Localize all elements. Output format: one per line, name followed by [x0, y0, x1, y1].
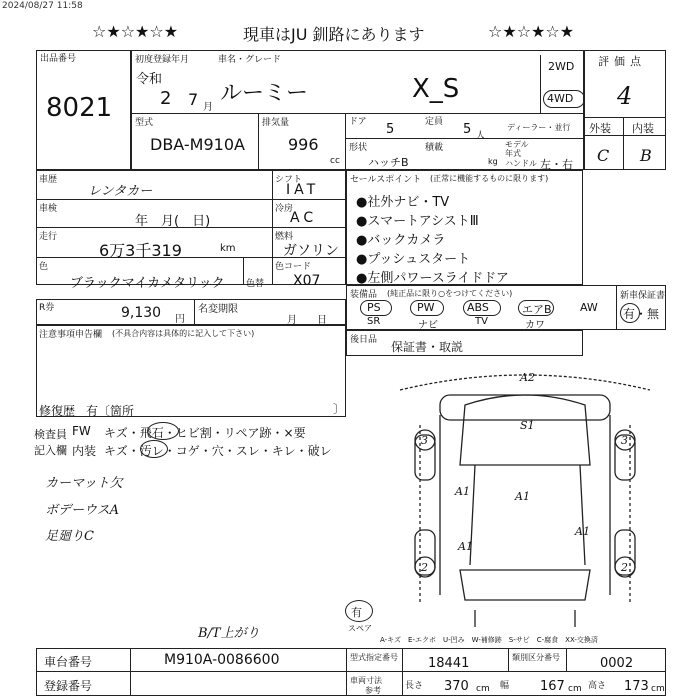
sales-point-4: ●プッシュスタート: [356, 252, 471, 267]
damage-legend: A-キズ E-エクボ U-凹み W-補修跡 S-サビ C-腐食 XX-交換済: [380, 636, 598, 644]
score-ext-label: 外装: [589, 122, 611, 135]
spare-label: スペア: [348, 624, 372, 633]
shape-label: 形状: [349, 143, 368, 153]
mark-2-right: 2: [621, 561, 628, 574]
mark-2-left: 2: [421, 561, 428, 574]
repair-label: 修復歴: [39, 404, 76, 418]
color-label: 色: [39, 262, 49, 272]
inspection-label: 車検: [39, 204, 58, 214]
equip-pw: PW: [417, 301, 435, 314]
chassis-label: 車台番号: [44, 655, 93, 669]
size-height-label: 高さ: [588, 681, 607, 691]
color-value: ブラックマイカメタリック: [70, 276, 225, 291]
chassis-value: M910A-0086600: [164, 652, 280, 668]
history-value: レンタカー: [88, 184, 153, 199]
history-label: 車歴: [39, 175, 58, 185]
mark-a1-4: A1: [458, 540, 473, 553]
type-label: 型式: [135, 118, 154, 128]
mileage-unit: km: [220, 243, 236, 254]
color-code: X07: [293, 273, 321, 289]
reg-no-label: 登録番号: [44, 679, 93, 693]
equip-aw: AW: [580, 301, 598, 314]
class-no-value: 0002: [600, 656, 634, 671]
reg-deadline-label: 名変期限: [198, 304, 238, 315]
sales-point-5: ●左側パワースライドドア: [356, 271, 509, 286]
rear-label: 後日品: [350, 335, 378, 345]
equipment-label: 装備品: [350, 290, 378, 300]
lot-number: 8021: [46, 93, 113, 123]
mark-a1-2: A1: [515, 490, 530, 503]
first-reg-month-unit: 月: [203, 102, 213, 113]
ac-value: AC: [290, 210, 318, 226]
inspection-value: 年 月( 日): [135, 214, 211, 229]
size-width: 167: [540, 679, 565, 694]
color-code-label: 色コード: [275, 262, 312, 272]
size-width-label: 幅: [500, 681, 510, 691]
handwritten-note-4: B/T上がり: [198, 626, 260, 641]
mark-s1: S1: [520, 419, 535, 432]
first-reg-month: 7: [188, 90, 199, 109]
capacity-unit: 人: [476, 131, 486, 141]
car-damage-diagram: [380, 365, 670, 635]
shift-label: シフト: [275, 175, 303, 185]
equip-airbag: エアB: [522, 303, 552, 316]
header-stars-left: ☆★☆★☆★: [92, 22, 179, 41]
spare-mark: 有: [351, 606, 362, 619]
capacity-label: 定員: [425, 117, 444, 127]
score-value: 4: [617, 82, 633, 110]
handwritten-note-1: カーマット欠: [45, 476, 123, 491]
ac-label: 冷房: [275, 204, 294, 214]
equip-tv: TV: [475, 316, 488, 327]
size-unit-3: cm: [651, 684, 665, 694]
size-ref: 参考: [365, 686, 381, 695]
equip-abs: ABS: [467, 301, 489, 314]
inspector-label-1: 検査員: [34, 428, 67, 441]
size-unit-1: cm: [476, 684, 490, 694]
score-int-label: 内装: [632, 122, 654, 135]
equip-navi: ナビ: [418, 320, 438, 331]
mileage-label: 走行: [39, 232, 58, 242]
drive-2wd: 2WD: [548, 60, 575, 73]
inspector-row-1: キズ・飛石・ヒビ割・リペア跡・×要: [104, 426, 306, 440]
lot-label: 出品番号: [40, 54, 77, 64]
size-unit-2: cm: [568, 684, 582, 694]
inspector-interior: 内装: [72, 444, 97, 458]
handwritten-note-3: 足廻りC: [45, 529, 94, 544]
first-reg-era: 令和: [136, 72, 163, 87]
color-change-label: 色替: [246, 279, 265, 289]
equipment-note: (純正品に限り○をつけてください): [387, 289, 513, 298]
size-length-label: 長さ: [405, 681, 424, 691]
repair-close: 〕: [333, 402, 346, 416]
warranty-label: 新車保証書: [620, 291, 666, 301]
header-stars-right: ☆★☆★☆★: [488, 22, 575, 41]
handle-label: ハンドル: [505, 159, 537, 168]
score-int-value: B: [640, 146, 652, 165]
mark-3-right: 3: [621, 434, 628, 447]
mark-a1-3: A1: [575, 525, 590, 538]
equip-leather: カワ: [525, 320, 545, 331]
sales-points-note: (正常に機能するものに限ります): [430, 174, 549, 183]
rear-box: [346, 330, 583, 356]
notes-note: (不具合内容は具体的に記入して下さい): [112, 329, 255, 338]
model-grade: X_S: [412, 74, 460, 104]
displacement-unit: cc: [330, 156, 340, 166]
dealer-label: ディーラー・並行: [507, 123, 571, 132]
repair-value: 有〔箇所: [86, 404, 135, 418]
drive-4wd: 4WD: [547, 92, 574, 105]
inspector-fw: FW: [72, 424, 91, 438]
model-label: 車名・グレード: [218, 55, 282, 65]
equip-ps: PS: [367, 301, 381, 314]
size-label: 車両寸法: [350, 676, 382, 685]
sales-points-label: セールスポイント: [350, 175, 422, 185]
score-label: 評価点: [598, 55, 646, 68]
first-reg-year: 2: [160, 88, 172, 109]
fuel-label: 燃料: [275, 232, 294, 242]
warranty-value: 有・無: [623, 307, 660, 321]
type-value: DBA-M910A: [150, 135, 245, 154]
class-no-label: 類別区分番号: [512, 653, 560, 662]
model-year-label: モデル年式: [505, 140, 529, 158]
equip-sr: SR: [367, 316, 381, 327]
capacity-value: 5: [463, 122, 472, 137]
shape-value: ハッチB: [368, 156, 409, 169]
type-no-value: 18441: [428, 656, 470, 671]
timestamp: 2024/08/27 11:58: [2, 1, 83, 11]
size-length: 370: [444, 679, 469, 694]
inspector-row-2: キズ・汚レ・コゲ・穴・スレ・キレ・破レ: [104, 444, 332, 458]
displacement-value: 996: [288, 135, 319, 154]
recycle-unit: 円: [175, 314, 185, 325]
sales-point-1: ●社外ナビ・TV: [356, 195, 450, 210]
size-height: 173: [624, 679, 649, 694]
handwritten-note-2: ボデーウスA: [45, 503, 119, 518]
reg-deadline-value: 月 日: [287, 315, 327, 326]
mark-a1-1: A1: [455, 485, 470, 498]
displacement-label: 排気量: [262, 118, 290, 128]
doors-value: 5: [386, 122, 395, 137]
score-ext-value: C: [597, 146, 610, 165]
notes-label: 注意事項申告欄: [39, 330, 103, 340]
mileage-value: 6万3千319: [99, 241, 182, 260]
inspector-label-2: 記入欄: [34, 444, 67, 457]
shift-value: IAT: [286, 182, 320, 198]
fuel-value: ガソリン: [283, 243, 339, 259]
rear-value: 保証書・取説: [391, 340, 464, 354]
type-no-label: 型式指定番号: [350, 653, 398, 662]
header-title: 現車はJU 釧路にあります: [243, 25, 425, 44]
mark-a2: A2: [520, 371, 535, 384]
recycle-value: 9,130: [121, 305, 162, 321]
mark-3-left: 3: [421, 434, 428, 447]
load-label: 積載: [425, 143, 444, 153]
sales-point-3: ●バックカメラ: [356, 233, 446, 248]
sales-point-2: ●スマートアシストⅢ: [356, 214, 479, 229]
load-unit: kg: [488, 157, 498, 166]
handle-value: 左・右: [540, 158, 573, 171]
first-reg-label: 初度登録年月: [135, 55, 190, 65]
doors-label: ドア: [349, 117, 367, 127]
recycle-label: R券: [39, 303, 55, 313]
model-name: ルーミー: [220, 81, 309, 106]
